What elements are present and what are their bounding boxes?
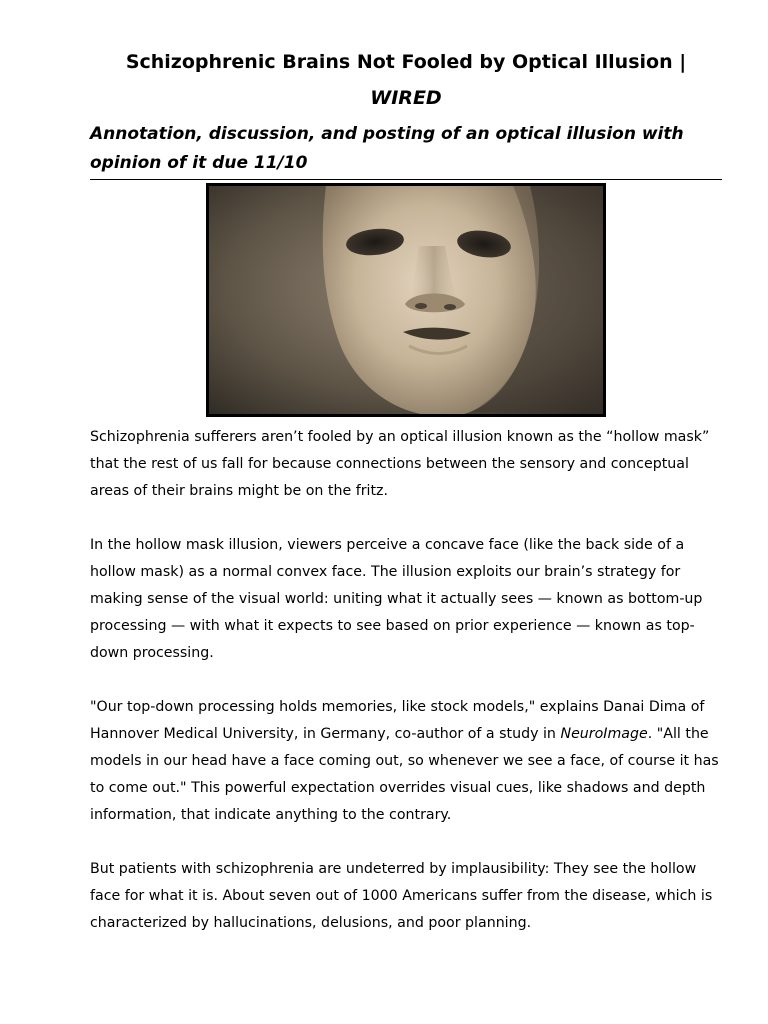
- paragraph-4: But patients with schizophrenia are undeterred by implausibility: They see the hollow face for what it is. About seven out of 1000 Americans suffer from the disease, which is characterized by hallucinations, delusions, and poor planning.: [90, 861, 713, 931]
- left-nostril: [415, 303, 427, 309]
- title-text: Schizophrenic Brains Not Fooled by Optical Illusion |: [125, 51, 687, 73]
- page-title: [90, 0, 722, 116]
- paragraph-3-part-1: "Our top-down processing holds memories, like stock models," explains Danai Dima of Hannover Medical University, in Germany, co-author of a study in: [90, 699, 705, 742]
- mask-illustration: [209, 186, 603, 414]
- assignment-subtitle: Annotation, discussion, and posting of an optical illusion with opinion of it due 11/10: [90, 120, 722, 180]
- hollow-mask-photo: [206, 183, 606, 417]
- document-page: [90, 0, 722, 931]
- right-nostril: [444, 304, 456, 310]
- paragraph-3-part-2: . "All the models in our head have a face coming out, so whenever we see a face, of course it has to come out." This powerful expectation overrides visual cues, like shadows and depth information, that indicate anything to the contrary.: [90, 726, 719, 823]
- journal-name: NeuroImage: [560, 726, 648, 742]
- paragraph-2: In the hollow mask illusion, viewers perceive a concave face (like the back side of a hollow mask) as a normal convex face. The illusion exploits our brain’s strategy for making sense of the visual world: uniting what it actually sees — known as bottom-up processing — with what it expects to see based on prior experience — known as top-down processing.: [90, 537, 703, 661]
- article-body: [90, 424, 722, 964]
- title-brand: WIRED: [370, 87, 442, 109]
- paragraph-3: [90, 694, 722, 829]
- paragraph-1: Schizophrenia sufferers aren’t fooled by an optical illusion known as the “hollow mask” that the rest of us fall for because connections between the sensory and conceptual areas of their brains might be on the fritz.: [90, 429, 710, 499]
